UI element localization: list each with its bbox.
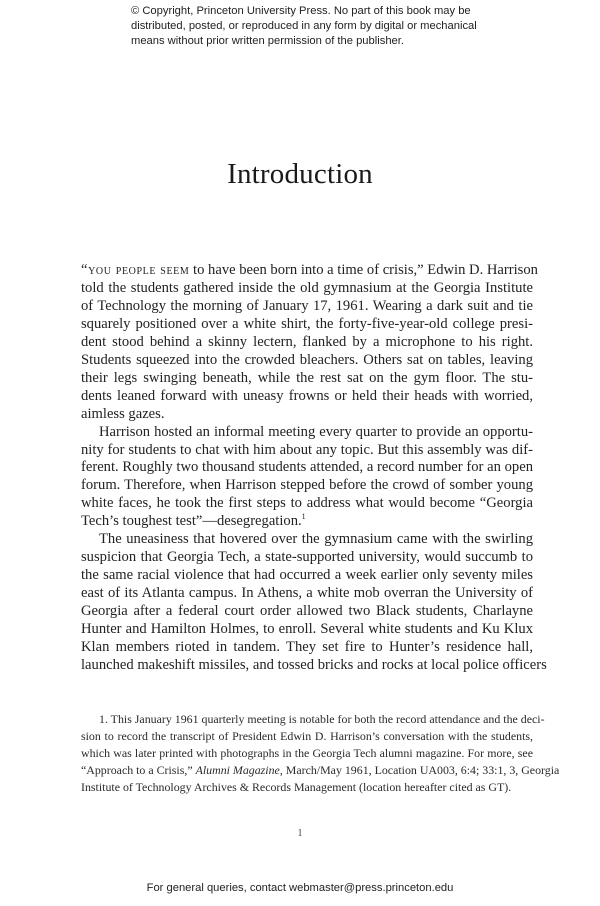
copyright-notice bbox=[131, 4, 491, 49]
text-line: Students squeezed into the crowded bleachers. Others sat on tables, leaving bbox=[81, 351, 533, 368]
page-number: 1 bbox=[297, 828, 303, 839]
text-line: suspicion that Georgia Tech, a state-supported university, would succumb to bbox=[81, 549, 533, 566]
text-line: dent stood behind a skinny lectern, flanked by a microphone to his right. bbox=[81, 333, 533, 350]
contact-footer: For general queries, contact webmaster@press.princeton.edu bbox=[146, 882, 454, 894]
text-line: told the students gathered inside the old gymnasium at the Georgia Institute bbox=[81, 279, 533, 296]
text-line: white faces, he took the first steps to address what would become “Georgia bbox=[81, 495, 533, 512]
text-line: dents leaned forward with uneasy frowns or held their heads with worried, bbox=[81, 387, 533, 404]
chapter-title: Introduction bbox=[227, 158, 373, 190]
text-line: squarely positioned over a white shirt, the forty-five-year-old college presi- bbox=[81, 315, 533, 332]
paragraph-1: “you people seem to have been born into a time of crisis,” Edwin D. Harrison told the students gathered inside the old gymnasium at the Georgia Institute of Technology the morning of January 17, 1961. Wearing a dark suit and tie squarely positioned over a white shirt, the forty-five-year-old college presi- dent stood behind a skinny lectern, flanked by a microphone to his right. Students squeezed into the crowded bleachers. Others sat on tables, leaving their legs swinging beneath, while the rest sat on the gym floor. The stu- dents leaned forward with uneasy frowns or held their heads with worried, aimless gazes. bbox=[81, 262, 538, 422]
text-line: east of its Atlanta campus. In Athens, a white mob overran the University of bbox=[81, 585, 533, 602]
text-line: The uneasiness that hovered over the gymnasium came with the swirling bbox=[99, 531, 533, 548]
footnote-number: 1. bbox=[99, 712, 108, 726]
footnote-line: Institute of Technology Archives & Records Management (location hereafter cited as GT). bbox=[81, 780, 512, 795]
text-line: ferent. Roughly two thousand students attended, a record number for an open bbox=[81, 459, 533, 476]
text-line: Klan members rioted in tandem. They set fire to Hunter’s residence hall, bbox=[81, 639, 533, 656]
text-line: aimless gazes. bbox=[81, 405, 165, 422]
text-line: Tech’s toughest test”—desegregation. bbox=[81, 513, 302, 530]
footnote-line: sion to record the transcript of President Edwin D. Harrison’s conversation with the students, bbox=[81, 729, 533, 744]
footnote: 1. This January 1961 quarterly meeting is notable for both the record attendance and the deci- sion to record the transcript of President Edwin D. Harrison’s conversation with the students, which was later printed with photographs in the Georgia Tech alumni magazine. For more, see “Approach to a Crisis,” Alumni Magazine, March/May 1961, Location UA003, 6:4; 33:1, 3, Georgia Institute of Technology Archives & Records Management (location hereafter cited as GT). bbox=[81, 711, 533, 796]
footnote-line: which was later printed with photographs in the Georgia Tech alumni magazine. For more, see bbox=[81, 746, 533, 761]
text-line: Georgia after a federal court order allowed two Black students, Charlayne bbox=[81, 603, 533, 620]
footnote-reference[interactable]: 1 bbox=[301, 512, 306, 522]
text-line: launched makeshift missiles, and tossed bricks and rocks at local police officers bbox=[81, 656, 547, 673]
notice-line: distributed, posted, or reproduced in any form by digital or mechanical bbox=[131, 20, 477, 32]
text-line: their legs swinging beneath, while the rest sat on the gym floor. The stu- bbox=[81, 369, 533, 386]
text-line: of Technology the morning of January 17, 1961. Wearing a dark suit and tie bbox=[81, 297, 533, 314]
paragraph-2 bbox=[81, 424, 533, 532]
opening-small-caps: “you people seem bbox=[81, 262, 190, 278]
text-line: nity for students to chat with him about any topic. But this assembly was dif- bbox=[81, 441, 533, 458]
notice-line: means without prior written permission of the publisher. bbox=[131, 35, 404, 47]
text-line: forum. Therefore, when Harrison stepped before the crowd of somber young bbox=[81, 477, 533, 494]
notice-line: © Copyright, Princeton University Press. No part of this book may be bbox=[131, 5, 471, 17]
text-line: the same racial violence that had occurred a week earlier only seventy miles bbox=[81, 567, 533, 584]
body-text bbox=[81, 262, 547, 675]
text-line: Harrison hosted an informal meeting every quarter to provide an opportu- bbox=[99, 423, 533, 440]
citation-title: Alumni Magazine bbox=[195, 763, 280, 778]
paragraph-3 bbox=[81, 531, 547, 675]
text-line: Hunter and Hamilton Holmes, to enroll. Several white students and Ku Klux bbox=[81, 621, 533, 638]
